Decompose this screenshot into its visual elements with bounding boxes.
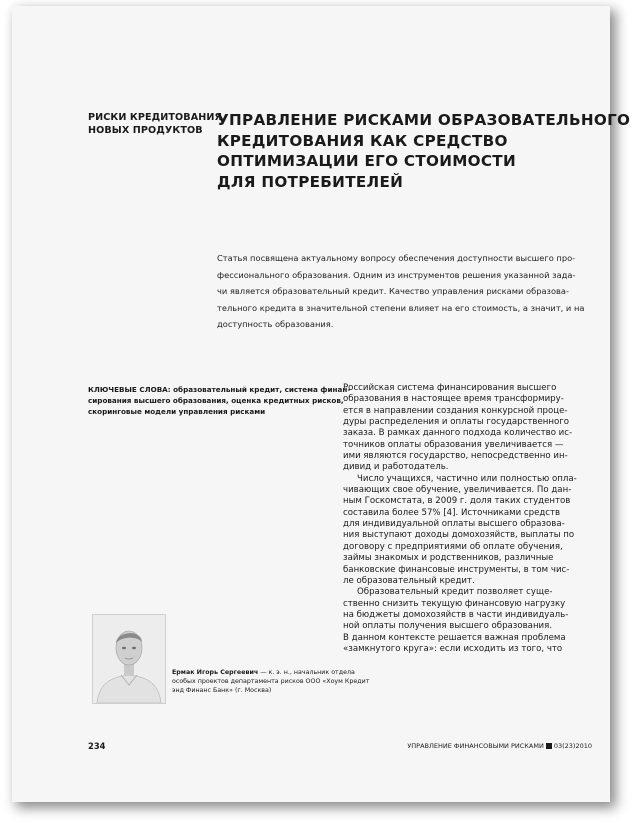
abstract: [217, 250, 597, 333]
abstract-line: тельного кредита в значительной степени влияет на его стоимость, а значит, и на: [217, 302, 585, 313]
author-name: Ермак Игорь Сергеевич: [172, 669, 259, 676]
author-title: — к. э. н., начальник отдела: [258, 669, 355, 676]
title-line: ДЛЯ ПОТРЕБИТЕЛЕЙ: [217, 172, 404, 191]
page-number: 234: [88, 741, 106, 751]
abstract-line: доступность образования.: [217, 319, 334, 329]
keywords: [88, 384, 351, 417]
body-line: дуры распределения и оплаты государственного: [343, 417, 569, 428]
body-line: образования в настоящее время трансформиру-: [343, 394, 564, 405]
keywords-line: сирования высшего образования, оценка кредитных рисков,: [88, 396, 344, 405]
body-line: точников оплаты образования увеличивается —: [343, 439, 564, 450]
journal-page: [12, 6, 631, 802]
section-label-line: НОВЫХ ПРОДУКТОВ: [88, 124, 203, 136]
body-line: на бюджеты домохозяйств в части индивидуаль-: [343, 609, 569, 620]
body-line: заказа. В рамках данного подхода количество ис-: [343, 428, 573, 439]
body-line: В данном контексте решается важная проблема: [343, 632, 566, 643]
body-line: ими являются государство, непосредственно ин-: [343, 451, 568, 462]
keywords-line: скоринговые модели управления рисками: [88, 407, 266, 416]
body-line: займы знакомых и родственников, различные: [343, 553, 554, 564]
section-label: [88, 112, 222, 137]
title-line: УПРАВЛЕНИЕ РИСКАМИ ОБРАЗОВАТЕЛЬНОГО: [217, 111, 631, 129]
abstract-line: Статья посвящена актуальному вопросу обеспечения доступности высшего про-: [217, 253, 576, 263]
body-line: Российская система финансирования высшего: [343, 383, 557, 393]
abstract-line: чи является образовательный кредит. Качество управления рисками образова-: [217, 286, 570, 296]
abstract-line: фессионального образования. Одним из инструментов решения указанной зада-: [217, 269, 576, 280]
body-line: для индивидуальной оплаты высшего образова-: [343, 519, 565, 530]
body-line: Образовательный кредит позволяет суще-: [357, 587, 553, 598]
body-line: ния выступают доходы домохозяйств, выплаты по: [343, 530, 575, 541]
body-line: чивающих свое обучение, увеличивается. По дан-: [343, 485, 572, 496]
article-title: [217, 110, 631, 192]
body-line: ле образовательный кредит.: [343, 575, 475, 586]
body-line: «замкнутого круга»: если исходить из того, что: [343, 643, 563, 654]
body-line: банковские финансовые инструменты, в том чис-: [343, 564, 570, 575]
body-line: дивид и работодатель.: [343, 462, 449, 473]
title-line: ОПТИМИЗАЦИИ ЕГО СТОИМОСТИ: [217, 152, 516, 170]
body-line: ственно снизить текущую финансовую нагрузку: [343, 598, 566, 609]
body-line: ной оплаты получения высшего образования.: [343, 621, 553, 632]
keywords-line: КЛЮЧЕВЫЕ СЛОВА: образовательный кредит, система финан-: [88, 385, 351, 394]
person-silhouette-icon: [93, 615, 165, 703]
journal-name: УПРАВЛЕНИЕ ФИНАНСОВЫМИ РИСКАМИ: [407, 742, 544, 750]
section-label-line: РИСКИ КРЕДИТОВАНИЯ: [88, 112, 222, 123]
author-info: [172, 668, 370, 696]
body-line: договору с предприятиями об оплате обучения,: [343, 541, 563, 552]
title-line: КРЕДИТОВАНИЯ КАК СРЕДСТВО: [217, 131, 508, 150]
body-line: ным Госкомстата, в 2009 г. доля таких студентов: [343, 496, 571, 507]
square-bullet-icon: [546, 743, 552, 749]
author-photo: [92, 614, 166, 704]
author-line: особых проектов департамента рисков ООО «Хоум Кредит: [172, 678, 370, 686]
body-line: ется в направлении создания конкурсной проце-: [343, 405, 568, 416]
issue-number: 03(23)2010: [553, 742, 592, 750]
author-line: энд Финанс Банк» (г. Москва): [172, 687, 272, 695]
author-line-1: [172, 668, 355, 677]
body-line: Число учащихся, частично или полностью опла-: [357, 473, 577, 484]
body-line: составила более 57% [4]. Источниками средств: [343, 507, 561, 518]
article-body: [343, 383, 588, 655]
running-footer: [402, 742, 592, 750]
